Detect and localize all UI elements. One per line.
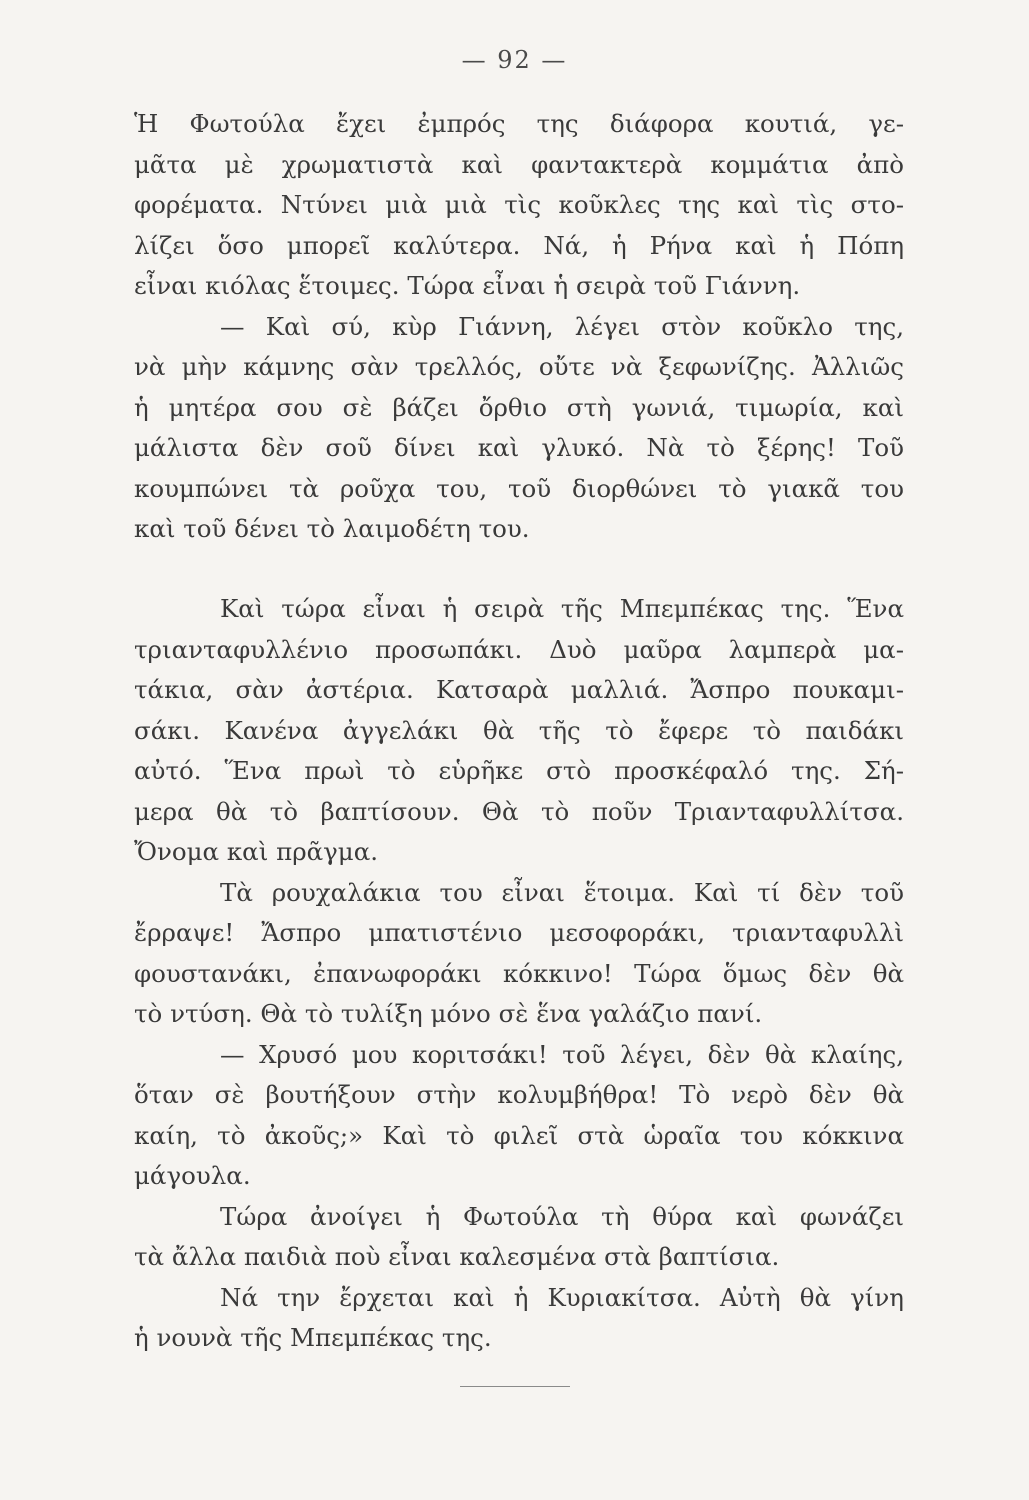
text-line: σάκι. Κανένα ἀγγελάκι θὰ τῆς τὸ ἔφερε τὸ παιδάκι [134, 715, 904, 745]
paragraph-1 [134, 104, 904, 307]
text-line: καίη, τὸ ἀκοῦς;» Καὶ τὸ φιλεῖ στὰ ὡραῖα του κόκκινα [134, 1120, 904, 1150]
page-number: — 92 — [461, 46, 568, 74]
paragraph-4 [134, 873, 904, 1035]
text-line: τάκια, σὰν ἀστέρια. Κατσαρὰ μαλλιά. Ἄσπρο πουκαμι- [134, 675, 904, 704]
text-line: Τὰ ρουχαλάκια του εἶναι ἕτοιμα. Καὶ τί δὲν τοῦ [220, 877, 904, 907]
text-line: φουστανάκι, ἐπανωφοράκι κόκκινο! Τώρα ὅμως δὲν θὰ [134, 958, 904, 988]
paragraph-6 [134, 1197, 904, 1278]
text-line: μάλιστα δὲν σοῦ δίνει καὶ γλυκό. Νὰ τὸ ξέρης! Τοῦ [134, 433, 904, 462]
text-line: εἶναι κιόλας ἕτοιμες. Τώρα εἶναι ἡ σειρὰ τοῦ Γιάννη. [134, 271, 801, 300]
text-line: ὅταν σὲ βουτήξουν στὴν κολυμβήθρα! Τὸ νερὸ δὲν θὰ [134, 1080, 904, 1109]
text-line: μάγουλα. [134, 1161, 251, 1190]
text-line: Ὄνομα καὶ πρᾶγμα. [134, 837, 379, 866]
text-line: τὰ ἄλλα παιδιὰ ποὺ εἶναι καλεσμένα στὰ βαπτίσια. [134, 1242, 780, 1271]
paragraph-5 [134, 1035, 904, 1197]
paragraph-3 [134, 589, 904, 873]
text-line: ἔρραψε! Ἄσπρο μπατιστένιο μεσοφοράκι, τριανταφυλλὶ [134, 918, 904, 947]
text-line: κουμπώνει τὰ ροῦχα του, τοῦ διορθώνει τὸ γιακᾶ του [134, 473, 904, 503]
text-line: ἡ νουνὰ τῆς Μπεμπέκας της. [134, 1323, 492, 1352]
text-line: καὶ τοῦ δένει τὸ λαιμοδέτη του. [134, 514, 530, 543]
text-line: Τώρα ἀνοίγει ἡ Φωτούλα τὴ θύρα καὶ φωνάζει [220, 1201, 904, 1231]
text-line: μᾶτα μὲ χρωματιστὰ καὶ φαντακτερὰ κομμάτια ἀπὸ [134, 149, 904, 179]
text-line: νὰ μὴν κάμνης σὰν τρελλός, οὔτε νὰ ξεφωνίζης. Ἀλλιῶς [134, 352, 904, 381]
text-line: φορέματα. Ντύνει μιὰ μιὰ τὶς κοῦκλες της καὶ τὶς στο- [134, 190, 904, 219]
text-line: — Χρυσό μου κοριτσάκι! τοῦ λέγει, δὲν θὰ κλαίης, [220, 1039, 904, 1069]
text-block-bottom [134, 589, 904, 1359]
text-line: αὐτό. Ἕνα πρωὶ τὸ εὑρῆκε στὸ προσκέφαλό της. Σή- [134, 756, 904, 785]
text-line: λίζει ὅσο μπορεῖ καλύτερα. Νά, ἡ Ρήνα καὶ ἡ Πόπη [134, 230, 904, 260]
text-line: Ἡ Φωτούλα ἔχει ἐμπρός της διάφορα κουτιά, γε- [134, 109, 904, 138]
section-end-rule [460, 1386, 570, 1387]
text-line: τὸ ντύση. Θὰ τὸ τυλίξη μόνο σὲ ἕνα γαλάζιο πανί. [134, 999, 763, 1028]
text-line: Καὶ τώρα εἶναι ἡ σειρὰ τῆς Μπεμπέκας της. Ἕνα [220, 594, 904, 623]
paragraph-2 [134, 307, 904, 550]
text-line: τριανταφυλλένιο προσωπάκι. Δυὸ μαῦρα λαμπερὰ μα- [134, 634, 904, 664]
text-block-top [134, 104, 904, 550]
text-line: ἡ μητέρα σου σὲ βάζει ὄρθιο στὴ γωνιά, τιμωρία, καὶ [134, 392, 904, 422]
text-line: Νά την ἔρχεται καὶ ἡ Κυριακίτσα. Αὐτὴ θὰ γίνη [220, 1282, 904, 1312]
text-line: — Καὶ σύ, κὺρ Γιάννη, λέγει στὸν κοῦκλο της, [220, 311, 904, 341]
paragraph-7 [134, 1278, 904, 1359]
text-line: μερα θὰ τὸ βαπτίσουν. Θὰ τὸ ποῦν Τριανταφυλλίτσα. [134, 796, 904, 826]
